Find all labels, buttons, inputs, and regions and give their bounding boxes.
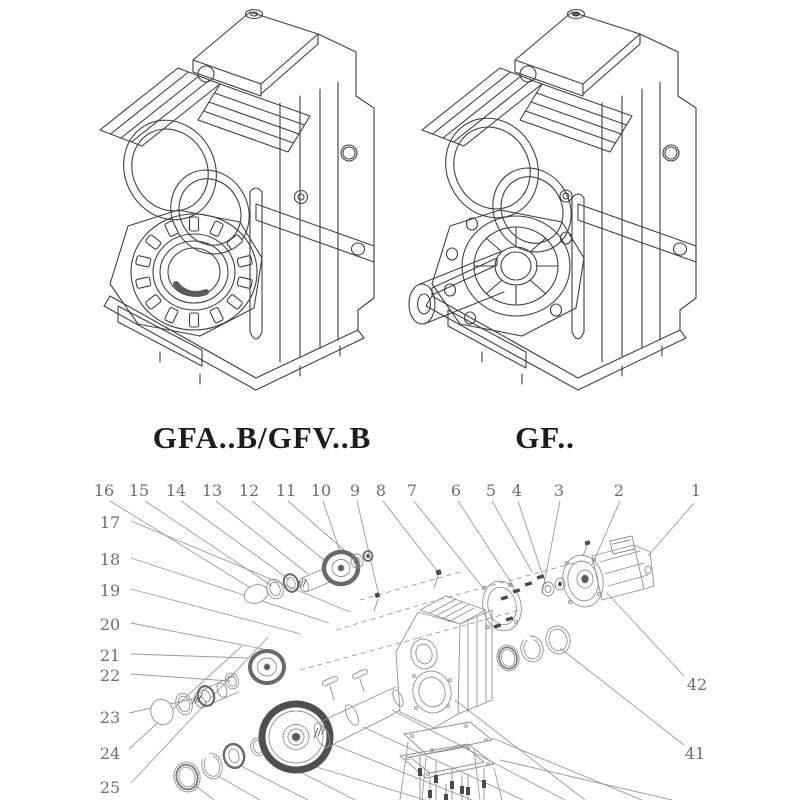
input-bore-openings xyxy=(428,102,585,266)
base-feet xyxy=(104,296,364,390)
callout-number: 15 xyxy=(128,481,150,500)
part-housing xyxy=(396,596,492,728)
roof-cap xyxy=(515,10,640,97)
callout-number: 25 xyxy=(99,778,121,797)
bracket-hole xyxy=(520,66,536,82)
spoked-hub xyxy=(462,216,570,316)
part-intermediate-gear-cluster xyxy=(148,651,284,728)
callout-number: 3 xyxy=(553,481,565,500)
model-label-gfab: GFA..B/GFV..B xyxy=(152,420,372,455)
callout-number: 16 xyxy=(93,481,115,500)
callout-number: 8 xyxy=(375,481,387,500)
gearbox-drawing-gfab xyxy=(100,10,374,391)
cooling-fins-right xyxy=(198,84,310,152)
callout-number: 14 xyxy=(165,481,187,500)
callout-number: 18 xyxy=(99,550,121,569)
callout-number: 19 xyxy=(99,581,121,600)
leader-lines xyxy=(110,501,694,800)
callout-number: 11 xyxy=(275,481,297,500)
callout-number: 21 xyxy=(99,646,121,665)
keyway xyxy=(432,258,497,295)
callout-number: 23 xyxy=(99,708,121,727)
exploded-diagram xyxy=(94,481,707,800)
callout-number: 4 xyxy=(511,481,523,500)
roof-cap xyxy=(193,10,318,97)
callout-number: 2 xyxy=(613,481,625,500)
part-motor xyxy=(559,536,654,610)
slotted-bearing-flange xyxy=(110,210,262,336)
part-output-gear-cluster xyxy=(171,668,406,795)
mounting-bar xyxy=(256,204,374,262)
callout-number: 42 xyxy=(686,675,708,694)
housing-side-ribs xyxy=(602,34,696,362)
vent-plug xyxy=(560,190,572,202)
part-motor-flange-gasket xyxy=(478,578,526,635)
cooling-fins-left xyxy=(422,68,542,146)
callout-number: 5 xyxy=(485,481,497,500)
motor-terminal-box xyxy=(610,536,635,554)
callout-number: 7 xyxy=(406,481,418,500)
callout-number: 6 xyxy=(450,481,462,500)
part-gasket xyxy=(404,722,492,754)
callout-number: 1 xyxy=(690,481,702,500)
callout-number: 10 xyxy=(310,481,332,500)
callout-number: 12 xyxy=(238,481,260,500)
gearbox-drawing-gf xyxy=(409,10,696,391)
callout-number: 9 xyxy=(349,481,361,500)
bracket-hole xyxy=(198,66,214,82)
callout-number: 20 xyxy=(99,615,121,634)
vent-plug xyxy=(295,191,308,204)
callout-number: 17 xyxy=(99,513,121,532)
hollow-output-bore xyxy=(160,241,228,303)
callout-number: 24 xyxy=(99,744,121,763)
base-feet xyxy=(426,296,686,390)
cooling-fins-right xyxy=(520,84,632,152)
callout-number: 22 xyxy=(99,666,121,685)
model-label-gf: GF.. xyxy=(515,420,575,455)
cooling-fins-left xyxy=(100,68,220,146)
callout-number: 13 xyxy=(201,481,223,500)
mounting-bar xyxy=(578,204,696,262)
part-fastener-bolts xyxy=(494,574,565,628)
part-keys xyxy=(322,668,369,700)
output-shaft xyxy=(409,252,504,324)
callout-number: 41 xyxy=(684,744,706,763)
part-input-gear-cluster xyxy=(242,551,442,611)
